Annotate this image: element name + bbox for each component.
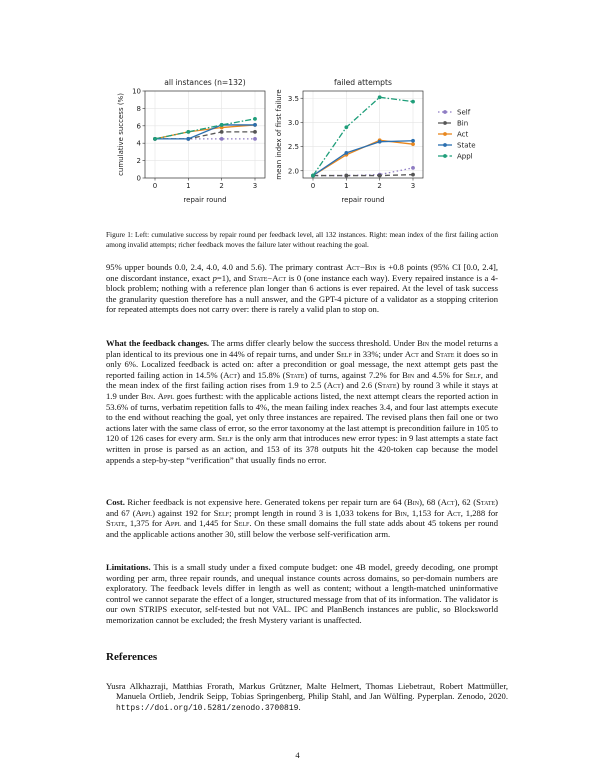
right-y-axis-label: mean index of first failure [275,89,283,180]
left-xtick-label: 3 [252,182,258,190]
paragraph-heading: Cost. [106,497,125,507]
right-ytick-label: 2.5 [287,143,299,152]
right-data-point-bin [344,174,348,178]
page-number: 4 [295,750,300,760]
paragraph-heading: Limitations. [106,562,151,572]
legend-label-self: Self [457,108,471,117]
left-data-point-bin [253,130,257,134]
left-ytick-label: 8 [136,104,141,113]
paragraph-feedback-changes: What the feedback changes. The arms differ clearly below the success threshold. Under Bin the model returns a plan identical to its previous one in 44% of repair turns, and under Self in 33%; under Act and State it does so in only 6%. Localized feedback is acted on: after a precondition or goal message, the next attempt gets past the reported failing action in 14.5% (Act) and 15.8% (State) of turns, against 7.2% for Bin and 4.5% for Self, and the mean index of the first failing action rises from 1.9 to 2.5 (Act) and 2.6 (State) by round 3 while it stays at 1.9 under Bin. Appl goes furthest: with the applicable actions listed, the next attempt clears the reported action in 53.6% of turns, verbatim repetition falls to 4%, the mean failing index reaches 3.4, and four last attempts execute to the end without reaching the goal, yet only three instances are repaired. The revised plans then fail one or two actions later with the same class of error, so the error taxonomy at the last attempt is precondition failure in 105 to 120 of 126 cases for every arm. Self is the only arm that introduces new error types: in 9 last attempts a state fact written in prose is parsed as an action, and 153 of its 378 outputs hit the 420-token cap because the model appends a step-by-step “verification” that usually finds no error. [106,338,499,465]
left-xtick-label: 0 [152,182,158,190]
right-ytick-label: 3.0 [287,118,299,127]
legend-marker-self [443,110,447,114]
left-ytick-label: 0 [136,174,141,183]
references-heading: References [106,651,158,663]
right-series-line-appl [313,97,413,175]
right-data-point-appl [344,125,348,129]
figure-caption: Figure 1: Left: cumulative success by repair round per feedback level, all 132 instances. Right: mean index of the first failing action among invalid attempts; richer feedback moves the failure later without reaching the goal. [106,230,498,249]
paragraph-results: 95% upper bounds 0.0, 2.4, 4.0, 4.0 and 5.6). The primary contrast Act−Bin is +0.8 points (95% CI [0.0, 2.4], one discordant instance, exact p=1), and State−Act is 0 (one instance each way). Every repaired instance is a 4-block problem; nothing with a reference plan longer than 6 actions is ever repaired. At the level of task success the granularity question therefore has a null answer, and the GPT-4 picture of a validator as a stopping criterion for repeated attempts does not carry over: there is rarely a valid plan to stop on. [106,262,499,315]
right-xtick-label: 0 [310,182,316,190]
figure-svg [100,70,520,215]
figure-1 [100,70,520,215]
legend-label-act: Act [457,130,469,139]
right-data-point-bin [378,174,382,178]
reference-doi-link[interactable]: https://doi.org/10.5281/zenodo.3700819 [116,703,299,713]
legend-marker-bin [443,121,447,125]
right-data-point-self [411,166,415,170]
left-data-point-bin [220,130,224,134]
right-data-point-act [411,142,415,146]
left-data-point-appl [153,137,157,141]
left-series-line-state [155,125,255,139]
paragraph-heading: What the feedback changes. [106,338,210,348]
left-chart-title: all instances (n=132) [164,78,246,87]
left-ytick-label: 2 [136,157,141,166]
paragraph-limitations: Limitations. This is a small study under a fixed compute budget: one 4B model, greedy decoding, one prompt wording per arm, three repair rounds, and unequal instance counts across domains, so per-domain numbers are exploratory. The feedback levels differ in length as well as content; without a length-matched uninformative control we cannot separate the effect of a longer, structured message from that of its information. The validator is our own STRIPS executor, self-tested but not VAL. IPC and PlanBench instances are public, so Blocksworld memorization cannot be excluded; the fresh Mystery variant is unaffected. [106,562,498,625]
legend-label-bin: Bin [457,119,469,128]
right-xtick-label: 1 [344,182,349,190]
left-ytick-label: 4 [136,139,141,148]
right-data-point-state [411,139,415,143]
legend-marker-state [443,143,447,147]
right-data-point-appl [411,100,415,104]
left-data-point-self [253,137,257,141]
right-xtick-label: 3 [410,182,416,190]
right-x-axis-label: repair round [341,196,385,204]
left-xtick-label: 2 [219,182,224,190]
right-chart-title: failed attempts [334,78,392,87]
right-data-point-appl [311,174,315,178]
right-data-point-bin [411,173,415,177]
right-series-line-self [313,168,413,176]
right-data-point-appl [378,95,382,99]
left-data-point-self [220,137,224,141]
right-series-line-act [313,140,413,175]
left-data-point-state [253,123,257,127]
left-x-axis-label: repair round [183,196,227,204]
legend-marker-act [443,132,447,136]
reference-entry: Yusra Alkhazraji, Matthias Frorath, Markus Grützner, Malte Helmert, Thomas Liebetraut, Robert Mattmüller, Manuela Ortlieb, Jendrik Seipp, Tobias Springenberg, Philip Stahl, and Jan Wülfing. Pyperplan. Zenodo, 2020. https://doi.org/10.5281/zenodo.3700819. [106,680,508,713]
right-data-point-state [378,140,382,144]
left-data-point-appl [220,123,224,127]
left-ytick-label: 6 [136,122,141,131]
legend-marker-appl [443,154,447,158]
left-ytick-label: 10 [132,87,141,96]
left-xtick-label: 1 [186,182,191,190]
legend-label-state: State [457,141,476,150]
paragraph-cost: Cost. Richer feedback is not expensive here. Generated tokens per repair turn are 64 (Bin), 68 (Act), 62 (State) and 67 (Appl) against 192 for Self; prompt length in round 3 is 1,033 tokens for Bin, 1,153 for Act, 1,288 for State, 1,375 for Appl and 1,445 for Self. On these small domains the full state adds about 45 tokens per round and the applicable actions another 30, still below the verbose self-verification arm. [106,497,499,539]
legend-label-appl: Appl [457,152,473,161]
right-ytick-label: 3.5 [287,94,299,103]
right-xtick-label: 2 [377,182,382,190]
left-data-point-state [186,137,190,141]
right-ytick-label: 2.0 [287,167,299,176]
left-data-point-appl [253,117,257,121]
right-data-point-state [344,151,348,155]
left-axes-frame [145,91,265,178]
left-y-axis-label: cumulative success (%) [117,93,125,176]
right-series-line-bin [313,175,413,176]
left-data-point-appl [186,130,190,134]
